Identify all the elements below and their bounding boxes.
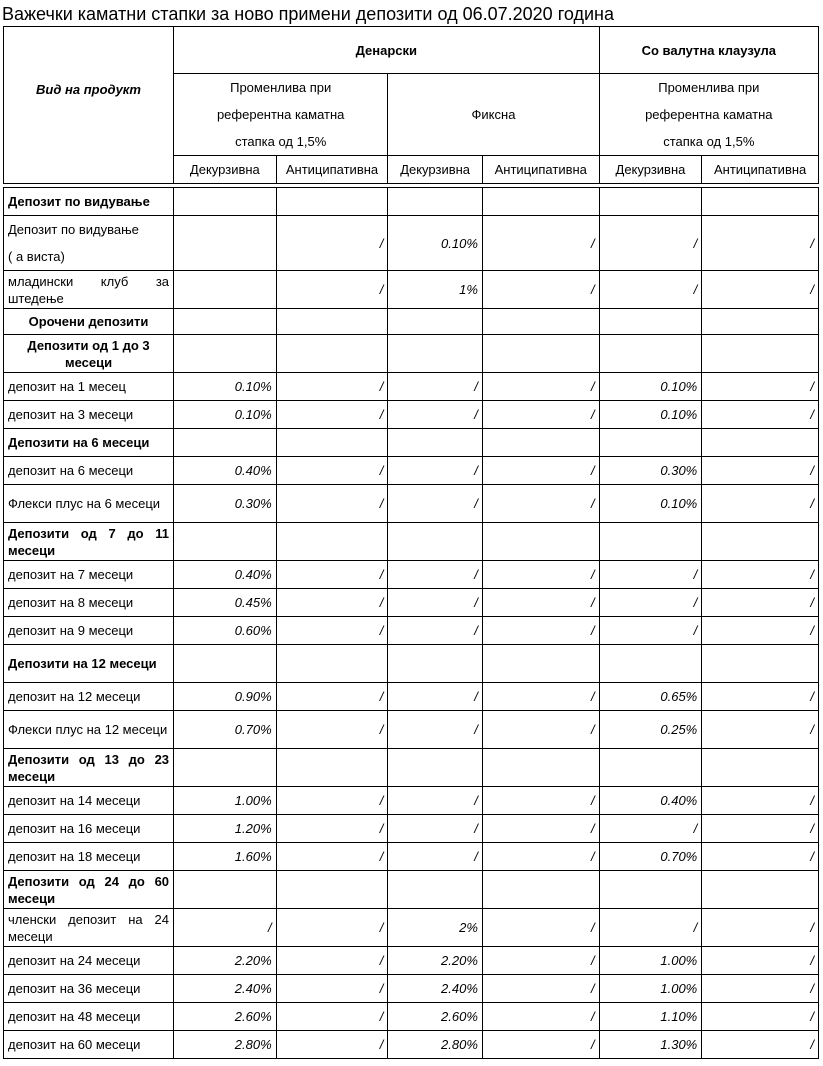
table-row (4, 485, 819, 523)
product-label (4, 271, 174, 309)
rate-cell (276, 335, 388, 373)
rate-cell: / (599, 589, 702, 617)
rate-cell: / (702, 589, 819, 617)
product-label (4, 787, 174, 815)
rate-cell: / (276, 975, 388, 1003)
rate-cell: / (702, 947, 819, 975)
product-label-text: депозит на 60 месеци (8, 1037, 141, 1052)
rate-cell (174, 309, 277, 335)
product-label (4, 1031, 174, 1059)
rate-cell: / (276, 617, 388, 645)
rate-cell: / (388, 711, 483, 749)
rate-cell: / (599, 617, 702, 645)
rate-cell (388, 749, 483, 787)
rate-cell: / (702, 561, 819, 589)
variable-rate-fx-header (599, 74, 818, 156)
rate-cell: / (276, 373, 388, 401)
rate-cell: / (482, 373, 599, 401)
table-header (4, 27, 819, 188)
rate-cell: / (388, 401, 483, 429)
rate-cell: / (276, 589, 388, 617)
rate-cell (174, 188, 277, 216)
product-label (4, 975, 174, 1003)
rate-cell: 2% (388, 909, 483, 947)
rate-cell: / (702, 1031, 819, 1059)
rate-cell: / (482, 947, 599, 975)
rate-cell: / (482, 561, 599, 589)
rate-cell (174, 335, 277, 373)
rate-cell: 0.90% (174, 683, 277, 711)
product-label (4, 523, 174, 561)
rate-cell (599, 188, 702, 216)
rate-cell: / (388, 457, 483, 485)
product-label (4, 683, 174, 711)
rate-cell: / (276, 401, 388, 429)
table-row (4, 335, 819, 373)
product-label (4, 401, 174, 429)
rate-cell: 2.80% (388, 1031, 483, 1059)
rate-cell: / (276, 457, 388, 485)
rate-cell (388, 309, 483, 335)
rate-cell: 1.10% (599, 1003, 702, 1031)
rate-cell: / (702, 909, 819, 947)
product-label (4, 373, 174, 401)
product-label-text: Депозити од 7 до 11 месеци (8, 525, 170, 558)
product-label (4, 843, 174, 871)
header-line: стапка од 1,5% (235, 134, 327, 149)
rate-cell (388, 335, 483, 373)
rate-cell: 1.00% (599, 947, 702, 975)
rate-cell: 0.25% (599, 711, 702, 749)
header-line: Променлива при (658, 80, 760, 95)
rate-cell: 0.30% (174, 485, 277, 523)
rate-cell (174, 216, 277, 271)
product-label-text: депозит на 18 месеци (8, 849, 141, 864)
rate-cell: / (388, 561, 483, 589)
rate-cell: 0.10% (388, 216, 483, 271)
rate-cell (599, 871, 702, 909)
rate-cell: 2.40% (388, 975, 483, 1003)
table-row (4, 309, 819, 335)
document-title: Важечки каматни стапки за ново примени депозити од 06.07.2020 година (2, 4, 614, 24)
rate-cell: 0.70% (174, 711, 277, 749)
product-label (4, 589, 174, 617)
rate-cell: / (702, 617, 819, 645)
rate-cell: 1.00% (599, 975, 702, 1003)
rate-cell: / (388, 589, 483, 617)
table-row (4, 617, 819, 645)
rate-cell: / (599, 815, 702, 843)
table-row (4, 523, 819, 561)
rate-cell: 2.40% (174, 975, 277, 1003)
product-label (4, 909, 174, 947)
rate-cell: / (482, 909, 599, 947)
product-label (4, 485, 174, 523)
table-row (4, 815, 819, 843)
rate-cell: / (702, 1003, 819, 1031)
rate-cell (276, 523, 388, 561)
product-label-text: депозит на 1 месец (8, 379, 126, 394)
rate-cell (482, 309, 599, 335)
product-label-text: депозит на 16 месеци (8, 821, 141, 836)
rate-cell (174, 645, 277, 683)
product-label-text: депозит на 12 месеци (8, 689, 141, 704)
rate-cell: / (276, 271, 388, 309)
rate-cell: / (482, 485, 599, 523)
table-row (4, 457, 819, 485)
product-label-text: Депозити од 13 до 23 месеци (8, 751, 170, 784)
denar-group-header: Денарски (174, 27, 600, 74)
rate-cell (702, 749, 819, 787)
product-label-text: Орочени депозити (28, 314, 149, 329)
rate-cell (388, 188, 483, 216)
product-label (4, 815, 174, 843)
rate-cell: / (276, 711, 388, 749)
product-label-text: Депозит по видување (8, 222, 139, 237)
rate-cell: / (482, 975, 599, 1003)
table-row (4, 909, 819, 947)
rate-cell (388, 871, 483, 909)
rate-cell: 0.30% (599, 457, 702, 485)
column-header-decursive: Декурзивна (174, 156, 277, 184)
product-label-text: депозит на 36 месеци (8, 981, 141, 996)
rate-cell: / (388, 843, 483, 871)
rate-cell: / (276, 947, 388, 975)
product-label-text: членски депозит на 24 месеци (8, 911, 170, 944)
rate-cell (599, 309, 702, 335)
rate-cell: / (482, 843, 599, 871)
rate-cell: / (388, 683, 483, 711)
rate-cell (702, 871, 819, 909)
rate-cell: / (702, 683, 819, 711)
product-label (4, 429, 174, 457)
product-label-text: Депозити од 1 до 3 месеци (27, 337, 150, 370)
product-label (4, 871, 174, 909)
table-row (4, 749, 819, 787)
rate-cell: / (388, 815, 483, 843)
table-row (4, 645, 819, 683)
rate-cell: 0.70% (599, 843, 702, 871)
rate-cell: / (702, 711, 819, 749)
product-label (4, 711, 174, 749)
rate-cell: / (702, 843, 819, 871)
product-label (4, 216, 174, 271)
table-row (4, 589, 819, 617)
rate-cell: 0.40% (174, 457, 277, 485)
table-row (4, 373, 819, 401)
table-body (4, 188, 819, 1059)
rate-cell: 1.60% (174, 843, 277, 871)
rate-cell (482, 429, 599, 457)
rate-cell: / (482, 787, 599, 815)
table-row (4, 843, 819, 871)
table-row (4, 271, 819, 309)
product-column-header: Вид на продукт (4, 27, 174, 184)
rate-cell: / (276, 787, 388, 815)
table-row (4, 871, 819, 909)
header-line: референтна каматна (216, 107, 345, 122)
product-label-text: Депозити на 12 месеци (8, 656, 157, 671)
product-label-text: депозит на 8 месеци (8, 595, 134, 610)
rate-cell (702, 645, 819, 683)
rate-cell: / (482, 683, 599, 711)
rate-cell: / (599, 216, 702, 271)
rate-cell (276, 309, 388, 335)
rate-cell (388, 429, 483, 457)
rate-cell: 1.20% (174, 815, 277, 843)
rate-cell: / (482, 815, 599, 843)
fixed-rate-header: Фиксна (388, 74, 599, 156)
rate-cell: 0.40% (599, 787, 702, 815)
rate-cell: / (482, 617, 599, 645)
rate-cell: / (388, 373, 483, 401)
header-line: стапка од 1,5% (663, 134, 755, 149)
rate-cell: 0.10% (174, 373, 277, 401)
rate-cell (174, 749, 277, 787)
rate-cell: 1% (388, 271, 483, 309)
rate-cell: / (388, 617, 483, 645)
rate-cell: / (599, 561, 702, 589)
rate-cell: / (276, 216, 388, 271)
rate-cell: 0.40% (174, 561, 277, 589)
rate-cell: / (482, 589, 599, 617)
rate-cell (482, 523, 599, 561)
table-row (4, 1031, 819, 1059)
rate-cell: / (702, 401, 819, 429)
column-header-anticipative: Антиципативна (702, 156, 819, 184)
rate-cell: / (702, 457, 819, 485)
rate-cell: 2.60% (174, 1003, 277, 1031)
rate-cell: / (482, 401, 599, 429)
rate-cell: 1.00% (174, 787, 277, 815)
table-row (4, 216, 819, 271)
product-label-text: депозит на 3 месеци (8, 407, 134, 422)
rate-cell: / (599, 909, 702, 947)
product-label (4, 947, 174, 975)
rate-cell: / (174, 909, 277, 947)
product-label (4, 561, 174, 589)
table-row (4, 561, 819, 589)
product-label-text: Депозит по видување (8, 194, 150, 209)
rate-cell: / (388, 485, 483, 523)
rate-cell: / (276, 909, 388, 947)
product-label-text: Флекси плус на 12 месеци (8, 722, 168, 737)
product-label-text: депозит на 6 месеци (8, 463, 134, 478)
product-label-text: депозит на 14 месеци (8, 793, 141, 808)
rate-cell (388, 645, 483, 683)
rate-cell: / (482, 1003, 599, 1031)
rate-cell (599, 429, 702, 457)
rate-cell (702, 309, 819, 335)
rate-cell: 0.60% (174, 617, 277, 645)
table-row (4, 787, 819, 815)
rate-cell (599, 523, 702, 561)
rate-cell: 0.45% (174, 589, 277, 617)
rate-cell (702, 188, 819, 216)
table-row (4, 975, 819, 1003)
rate-cell: / (388, 787, 483, 815)
rate-cell (599, 749, 702, 787)
product-label-subtext: ( а виста) (8, 249, 65, 264)
rate-cell (276, 645, 388, 683)
rate-cell (174, 871, 277, 909)
rate-cell: 0.65% (599, 683, 702, 711)
rate-cell (482, 335, 599, 373)
rate-cell (482, 871, 599, 909)
header-line: Променлива при (230, 80, 332, 95)
rate-cell: / (276, 561, 388, 589)
rate-cell (276, 188, 388, 216)
rate-cell (174, 429, 277, 457)
rate-cell: / (702, 485, 819, 523)
table-row (4, 711, 819, 749)
rate-cell: 0.10% (599, 373, 702, 401)
rate-cell (482, 188, 599, 216)
rate-cell: / (276, 1031, 388, 1059)
header-line: референтна каматна (645, 107, 773, 122)
rate-cell: / (482, 216, 599, 271)
rate-cell (276, 429, 388, 457)
rate-cell: / (482, 711, 599, 749)
column-header-decursive: Декурзивна (388, 156, 483, 184)
table-row (4, 683, 819, 711)
rate-cell: / (702, 216, 819, 271)
product-label-text: Депозити на 6 месеци (8, 435, 150, 450)
product-label-text: Флекси плус на 6 месеци (8, 496, 161, 511)
rate-cell: 0.10% (599, 485, 702, 523)
rate-cell: / (702, 815, 819, 843)
product-label (4, 1003, 174, 1031)
rate-cell: / (482, 457, 599, 485)
column-header-anticipative: Антиципативна (276, 156, 388, 184)
table-row (4, 429, 819, 457)
rate-cell (702, 335, 819, 373)
rate-cell (388, 523, 483, 561)
rate-cell (599, 335, 702, 373)
rate-cell (482, 645, 599, 683)
rate-cell (276, 871, 388, 909)
rate-cell (599, 645, 702, 683)
rate-cell: / (276, 1003, 388, 1031)
rate-cell (174, 271, 277, 309)
product-label-text: депозит на 24 месеци (8, 953, 141, 968)
product-label (4, 457, 174, 485)
rate-cell: 1.30% (599, 1031, 702, 1059)
interest-rate-table (3, 26, 819, 1059)
product-label (4, 188, 174, 216)
product-label-text: младински клуб за штедење (8, 273, 170, 306)
table-row (4, 1003, 819, 1031)
product-label (4, 617, 174, 645)
rate-cell: / (702, 373, 819, 401)
variable-rate-denar-header (174, 74, 388, 156)
rate-cell: / (702, 975, 819, 1003)
table-row (4, 401, 819, 429)
product-label-text: депозит на 48 месеци (8, 1009, 141, 1024)
rate-cell: 2.20% (174, 947, 277, 975)
product-label-text: депозит на 7 месеци (8, 567, 134, 582)
fx-clause-group-header: Со валутна клаузула (599, 27, 818, 74)
product-label (4, 335, 174, 373)
rate-cell: / (702, 787, 819, 815)
table-row (4, 947, 819, 975)
rate-cell: / (276, 485, 388, 523)
rate-cell: / (702, 271, 819, 309)
rate-cell: / (276, 815, 388, 843)
rate-cell: / (599, 271, 702, 309)
rate-cell (482, 749, 599, 787)
rate-cell: / (482, 271, 599, 309)
product-label-text: Депозити од 24 до 60 месеци (8, 873, 170, 906)
rate-cell (174, 523, 277, 561)
rate-cell: 2.60% (388, 1003, 483, 1031)
rate-cell: 2.20% (388, 947, 483, 975)
rate-cell: / (276, 683, 388, 711)
table-row (4, 188, 819, 216)
rate-cell (276, 749, 388, 787)
product-label (4, 645, 174, 683)
product-label (4, 309, 174, 335)
rate-cell (702, 429, 819, 457)
product-label (4, 749, 174, 787)
column-header-anticipative: Антиципативна (482, 156, 599, 184)
rate-cell: 0.10% (174, 401, 277, 429)
rate-cell (702, 523, 819, 561)
rate-cell: 2.80% (174, 1031, 277, 1059)
rate-cell: / (276, 843, 388, 871)
rate-cell: 0.10% (599, 401, 702, 429)
product-label-text: депозит на 9 месеци (8, 623, 134, 638)
rate-cell: / (482, 1031, 599, 1059)
column-header-decursive: Декурзивна (599, 156, 702, 184)
